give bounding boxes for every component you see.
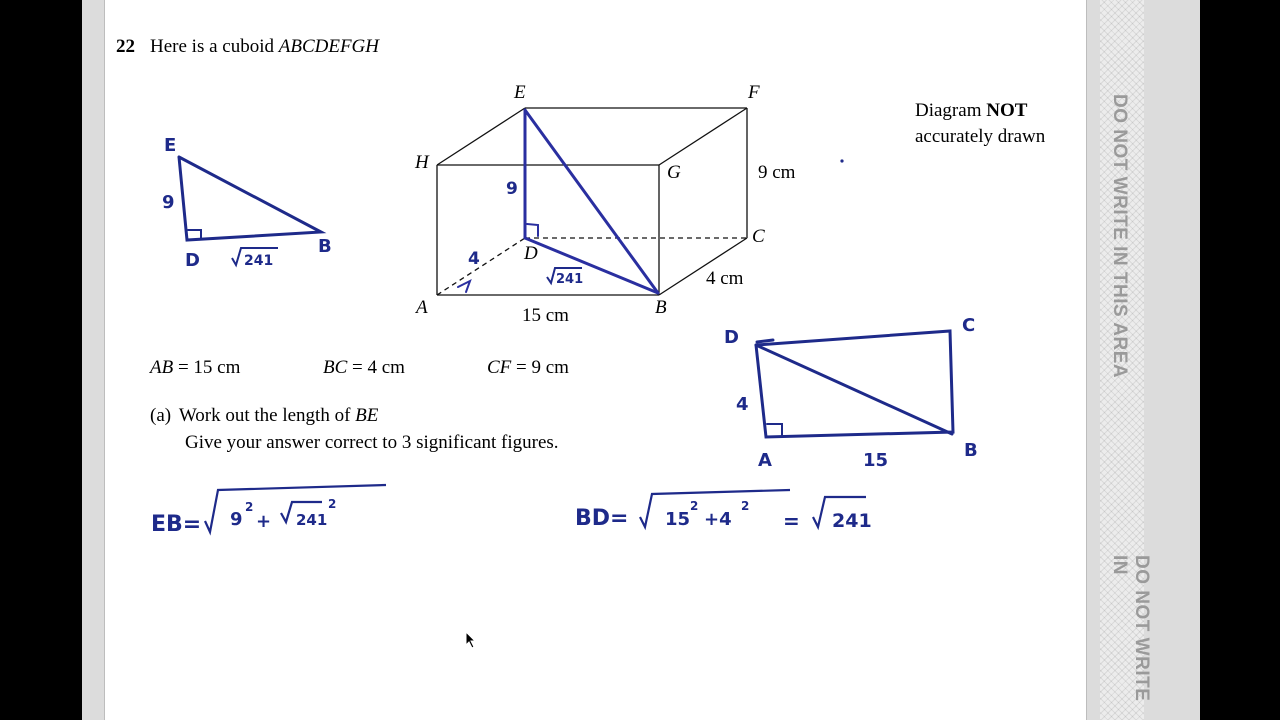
part-a-label: (a) bbox=[150, 405, 172, 426]
eb-lhs: EB= bbox=[151, 512, 202, 537]
ink-label-9: 9 bbox=[506, 179, 518, 199]
margin-warning-text: DO NOT WRITE IN THIS AREA bbox=[1109, 94, 1130, 379]
bd-sq2: 2 bbox=[741, 499, 750, 513]
ink-annotations-cuboid bbox=[458, 110, 658, 293]
part-a-line1: Work out the length of BE bbox=[178, 405, 379, 426]
eb-9: 9 bbox=[230, 509, 243, 530]
ink-root-241-cuboid: 241 bbox=[556, 272, 584, 287]
ink-rectangle-dcba bbox=[756, 331, 953, 437]
tri-label-e: E bbox=[164, 135, 177, 156]
bd-lhs: BD= bbox=[575, 506, 629, 531]
vertex-label-g: G bbox=[667, 162, 681, 183]
bd-eq: = bbox=[783, 509, 800, 533]
ink-triangle-edb bbox=[179, 157, 321, 240]
note-bold: NOT bbox=[986, 100, 1028, 121]
eb-sq1: 2 bbox=[245, 500, 254, 514]
measurement-bc: BC = 4 cm bbox=[323, 357, 405, 378]
part-a-line2: Give your answer correct to 3 significant figures. bbox=[185, 432, 559, 453]
vertex-label-a: A bbox=[416, 297, 428, 318]
ink-dot bbox=[840, 159, 843, 162]
rect-label-4: 4 bbox=[736, 394, 749, 415]
rect-label-d: D bbox=[724, 327, 739, 348]
vertex-label-h: H bbox=[415, 152, 429, 173]
rect-label-15: 15 bbox=[863, 450, 889, 471]
eb-root-241: 241 bbox=[296, 511, 328, 529]
measurement-ab: AB = 15 cm bbox=[150, 357, 241, 378]
height-label: 9 cm bbox=[758, 162, 796, 183]
ink-label-4: 4 bbox=[468, 249, 480, 269]
edge-ad-hidden bbox=[437, 238, 525, 295]
vertex-label-d: D bbox=[524, 243, 538, 264]
question-number: 22 bbox=[116, 36, 135, 57]
vertex-label-f: F bbox=[748, 82, 760, 103]
bd-sq1: 2 bbox=[690, 499, 699, 513]
edge-bc bbox=[659, 238, 747, 295]
ink-arrow-a bbox=[458, 281, 470, 292]
rect-label-c: C bbox=[962, 315, 976, 336]
bd-plus4: +4 bbox=[704, 509, 732, 530]
note-prefix: Diagram bbox=[915, 100, 987, 121]
vertex-label-b: B bbox=[655, 297, 667, 318]
ink-right-angle-d bbox=[527, 224, 538, 236]
vertex-label-e: E bbox=[514, 82, 526, 103]
eb-plus: + bbox=[256, 511, 272, 532]
margin-warning-text-2: DO NOT WRITE IN bbox=[1109, 555, 1152, 702]
tri-label-b: B bbox=[318, 236, 332, 257]
depth-label: 4 cm bbox=[706, 268, 744, 289]
bd-root-241: 241 bbox=[832, 510, 872, 532]
eb-sq2: 2 bbox=[328, 497, 337, 511]
tri-root-241: 241 bbox=[244, 253, 274, 269]
rect-label-a: A bbox=[758, 450, 772, 471]
mouse-cursor-icon bbox=[465, 631, 477, 649]
bd-15: 15 bbox=[665, 509, 691, 530]
edge-gf bbox=[659, 108, 747, 165]
tri-label-d: D bbox=[185, 250, 200, 271]
vertex-label-c: C bbox=[752, 226, 765, 247]
edge-he bbox=[437, 108, 525, 165]
length-label: 15 cm bbox=[522, 305, 569, 326]
cuboid-name: ABCDEFGH bbox=[278, 36, 379, 57]
tri-label-9: 9 bbox=[162, 192, 175, 213]
note-line2: accurately drawn bbox=[915, 126, 1046, 147]
measurement-cf: CF = 9 cm bbox=[487, 357, 569, 378]
rect-label-b: B bbox=[964, 440, 978, 461]
question-text-prefix: Here is a cuboid bbox=[150, 36, 279, 57]
